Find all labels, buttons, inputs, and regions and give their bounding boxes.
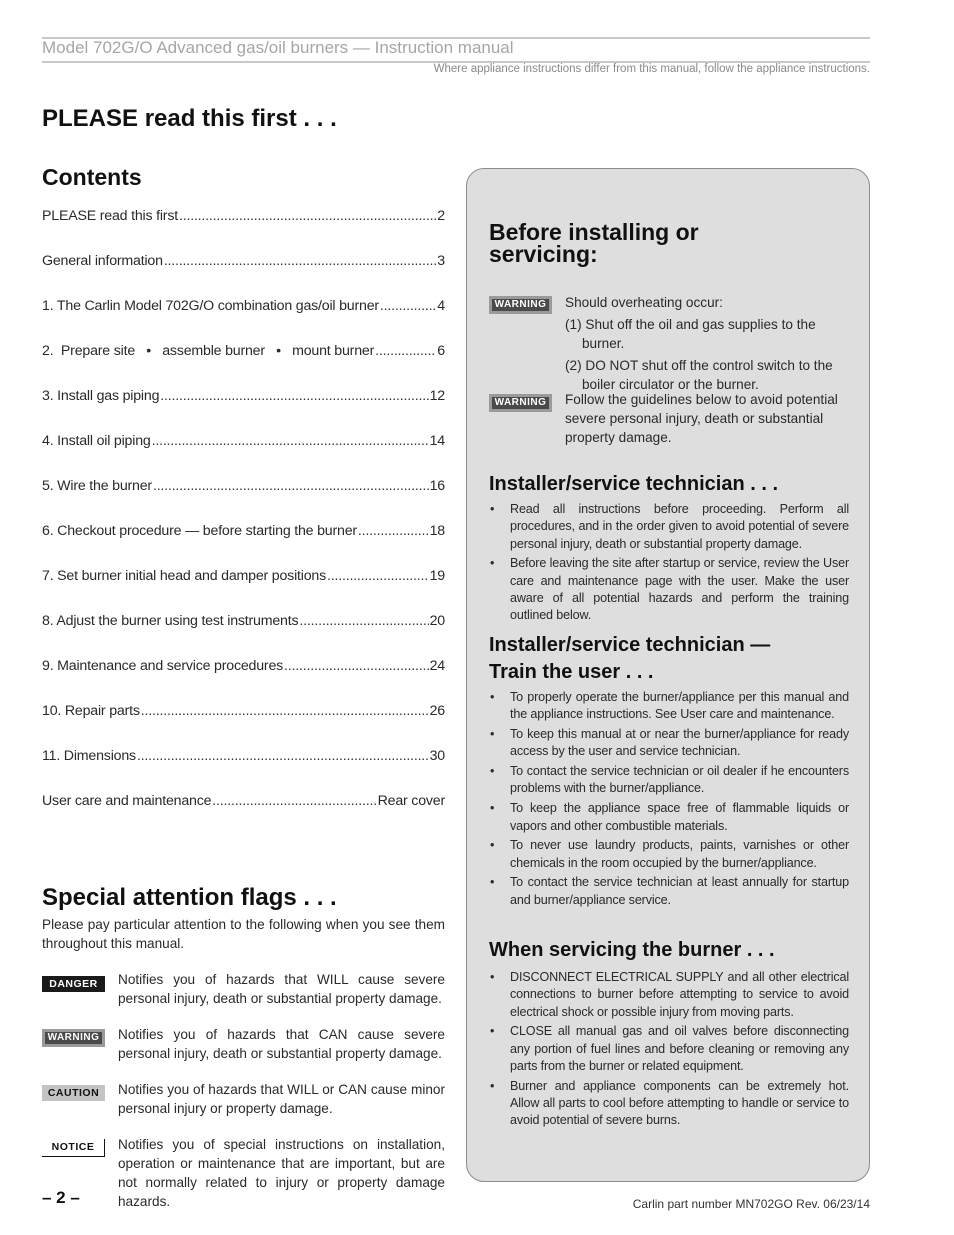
- toc-item[interactable]: [42, 433, 445, 478]
- notice-badge: NOTICE: [42, 1139, 105, 1157]
- toc-item[interactable]: [42, 343, 445, 388]
- warning-step: (1) Shut off the oil and gas supplies to the burner.: [565, 317, 816, 351]
- list-item: • Before leaving the site after startup or service, review the User care and maintenance page with the user. Make the user aware of all potential hazards and perform the training outlined below.: [489, 555, 849, 624]
- toc-item-page: 12: [429, 388, 445, 404]
- list-item: • To contact the service technician or oil dealer if he encounters problems with the burner/appliance.: [489, 763, 849, 798]
- toc-leader: [141, 703, 429, 719]
- list-item: • Read all instructions before proceeding. Perform all procedures, and in the order given to avoid potential of severe personal injury, death or substantial property damage.: [489, 501, 849, 553]
- flags-intro: Please pay particular attention to the following when you see them throughout this manual.: [42, 917, 445, 951]
- toc-leader: [179, 208, 436, 224]
- toc-leader: [164, 253, 436, 269]
- warning-overheating: [489, 293, 849, 392]
- toc-item-page: 3: [437, 253, 445, 269]
- train-user-bullets: [489, 689, 849, 912]
- toc-item[interactable]: [42, 793, 445, 838]
- toc-item[interactable]: [42, 208, 445, 253]
- flags-heading: Special attention flags . . .: [42, 884, 337, 911]
- toc-leader: [212, 793, 376, 809]
- warning-step: (2) DO NOT shut off the control switch to the boiler circulator or the burner.: [565, 358, 833, 392]
- section-heading-installer: Installer/service technician . . .: [489, 473, 779, 495]
- toc-item-page: 19: [429, 568, 445, 584]
- toc-item[interactable]: [42, 568, 445, 613]
- toc-leader: [137, 748, 429, 764]
- toc-item-page: 24: [429, 658, 445, 674]
- section-heading-train-user: [489, 632, 770, 686]
- servicing-bullets: [489, 969, 849, 1132]
- header-note: Where appliance instructions differ from this manual, follow the appliance instructions.: [433, 63, 870, 75]
- toc-item-title: 2. Prepare site • assemble burner • mount burner: [42, 343, 375, 359]
- toc-item[interactable]: [42, 253, 445, 298]
- list-item: • DISCONNECT ELECTRICAL SUPPLY and all other electrical connections to burner before attempting to service to avoid electrical shock or possible injury from moving parts.: [489, 969, 849, 1021]
- warning-intro: Should overheating occur:: [565, 295, 723, 310]
- toc-leader: [153, 478, 429, 494]
- toc-item[interactable]: [42, 388, 445, 433]
- flag-description: Notifies you of hazards that WILL cause severe personal injury, death or substantial property damage.: [118, 972, 445, 1006]
- toc-item[interactable]: [42, 703, 445, 748]
- toc-leader: [375, 343, 436, 359]
- toc-item-title: 9. Maintenance and service procedures: [42, 658, 284, 674]
- toc-item-page: 26: [429, 703, 445, 719]
- toc-item-page: 4: [437, 298, 445, 314]
- toc-item[interactable]: [42, 523, 445, 568]
- toc-item-page: Rear cover: [377, 793, 445, 809]
- toc-item-title: 10. Repair parts: [42, 703, 140, 719]
- toc-leader: [152, 433, 429, 449]
- toc-item[interactable]: [42, 478, 445, 523]
- warning-badge: WARNING: [489, 394, 552, 412]
- toc-leader: [284, 658, 429, 674]
- toc-item[interactable]: [42, 658, 445, 703]
- toc-item-page: 16: [429, 478, 445, 494]
- list-item: • To properly operate the burner/appliance per this manual and the appliance instructions. See User care and maintenance.: [489, 689, 849, 724]
- toc-item-page: 30: [429, 748, 445, 764]
- flag-description: Notifies you of special instructions on installation, operation or maintenance that are important, but are not normally related to injury or property damage hazards.: [118, 1137, 445, 1209]
- list-item: • To keep this manual at or near the burner/appliance for ready access by the user and service technician.: [489, 726, 849, 761]
- list-item: • CLOSE all manual gas and oil valves before disconnecting any portion of fuel lines and before cleaning or removing any parts from the burner or related equipment.: [489, 1023, 849, 1075]
- list-item: • Burner and appliance components can be extremely hot. Allow all parts to cool before attempting to handle or service to avoid potential of severe burns.: [489, 1078, 849, 1130]
- toc-item-title: 5. Wire the burner: [42, 478, 152, 494]
- caution-badge: CAUTION: [42, 1085, 105, 1101]
- list-item: • To keep the appliance space free of flammable liquids or vapors and other combustible materials.: [489, 800, 849, 835]
- toc-leader: [160, 388, 428, 404]
- toc-item-page: 18: [429, 523, 445, 539]
- header-title: Model 702G/O Advanced gas/oil burners — Instruction manual: [42, 38, 514, 57]
- section-heading-servicing: When servicing the burner . . .: [489, 939, 775, 961]
- toc-item-title: 3. Install gas piping: [42, 388, 160, 404]
- toc-item-title: PLEASE read this first: [42, 208, 178, 224]
- toc-item[interactable]: [42, 748, 445, 793]
- toc-item-title: 8. Adjust the burner using test instruments: [42, 613, 299, 629]
- part-number: Carlin part number MN702GO Rev. 06/23/14: [632, 1197, 870, 1211]
- toc-item-title: 6. Checkout procedure — before starting the burner: [42, 523, 357, 539]
- panel-title: Before installing or servicing:: [489, 219, 699, 267]
- warning-text: [565, 293, 849, 394]
- toc-item-title: User care and maintenance: [42, 793, 212, 809]
- danger-badge: DANGER: [42, 976, 105, 992]
- installer-bullets: [489, 501, 849, 627]
- please-heading: PLEASE read this first . . .: [42, 105, 337, 132]
- warning-text: Follow the guidelines below to avoid potential severe personal injury, death or substantial property damage.: [565, 392, 838, 445]
- page-number: – 2 –: [42, 1188, 80, 1207]
- list-item: • To never use laundry products, paints, varnishes or other chemicals in the room occupied by the burner/appliance.: [489, 837, 849, 872]
- table-of-contents: [42, 208, 445, 838]
- toc-item-page: 14: [429, 433, 445, 449]
- toc-item-title: 1. The Carlin Model 702G/O combination gas/oil burner: [42, 298, 379, 314]
- toc-item-title: 7. Set burner initial head and damper positions: [42, 568, 326, 584]
- warning-guidelines: [489, 390, 849, 450]
- toc-item[interactable]: [42, 298, 445, 343]
- toc-item-page: 2: [437, 208, 445, 224]
- toc-item-title: 4. Install oil piping: [42, 433, 151, 449]
- toc-item-page: 6: [437, 343, 445, 359]
- toc-item[interactable]: [42, 613, 445, 658]
- toc-leader: [299, 613, 428, 629]
- flag-description: Notifies you of hazards that CAN cause severe personal injury, death or substantial property damage.: [118, 1027, 445, 1061]
- contents-heading: Contents: [42, 164, 142, 190]
- heading-line: Installer/service technician —: [489, 634, 771, 656]
- toc-item-page: 20: [429, 613, 445, 629]
- list-item: • To contact the service technician at least annually for startup and burner/appliance service.: [489, 874, 849, 909]
- safety-panel: [466, 168, 870, 1182]
- toc-item-title: 11. Dimensions: [42, 748, 136, 764]
- toc-leader: [380, 298, 436, 314]
- heading-line: Train the user . . .: [489, 661, 654, 683]
- flag-description: Notifies you of hazards that WILL or CAN cause minor personal injury or property damage.: [118, 1082, 445, 1116]
- warning-badge: WARNING: [489, 296, 552, 314]
- warning-badge: WARNING: [42, 1029, 105, 1047]
- toc-item-title: General information: [42, 253, 163, 269]
- toc-leader: [327, 568, 429, 584]
- toc-leader: [358, 523, 429, 539]
